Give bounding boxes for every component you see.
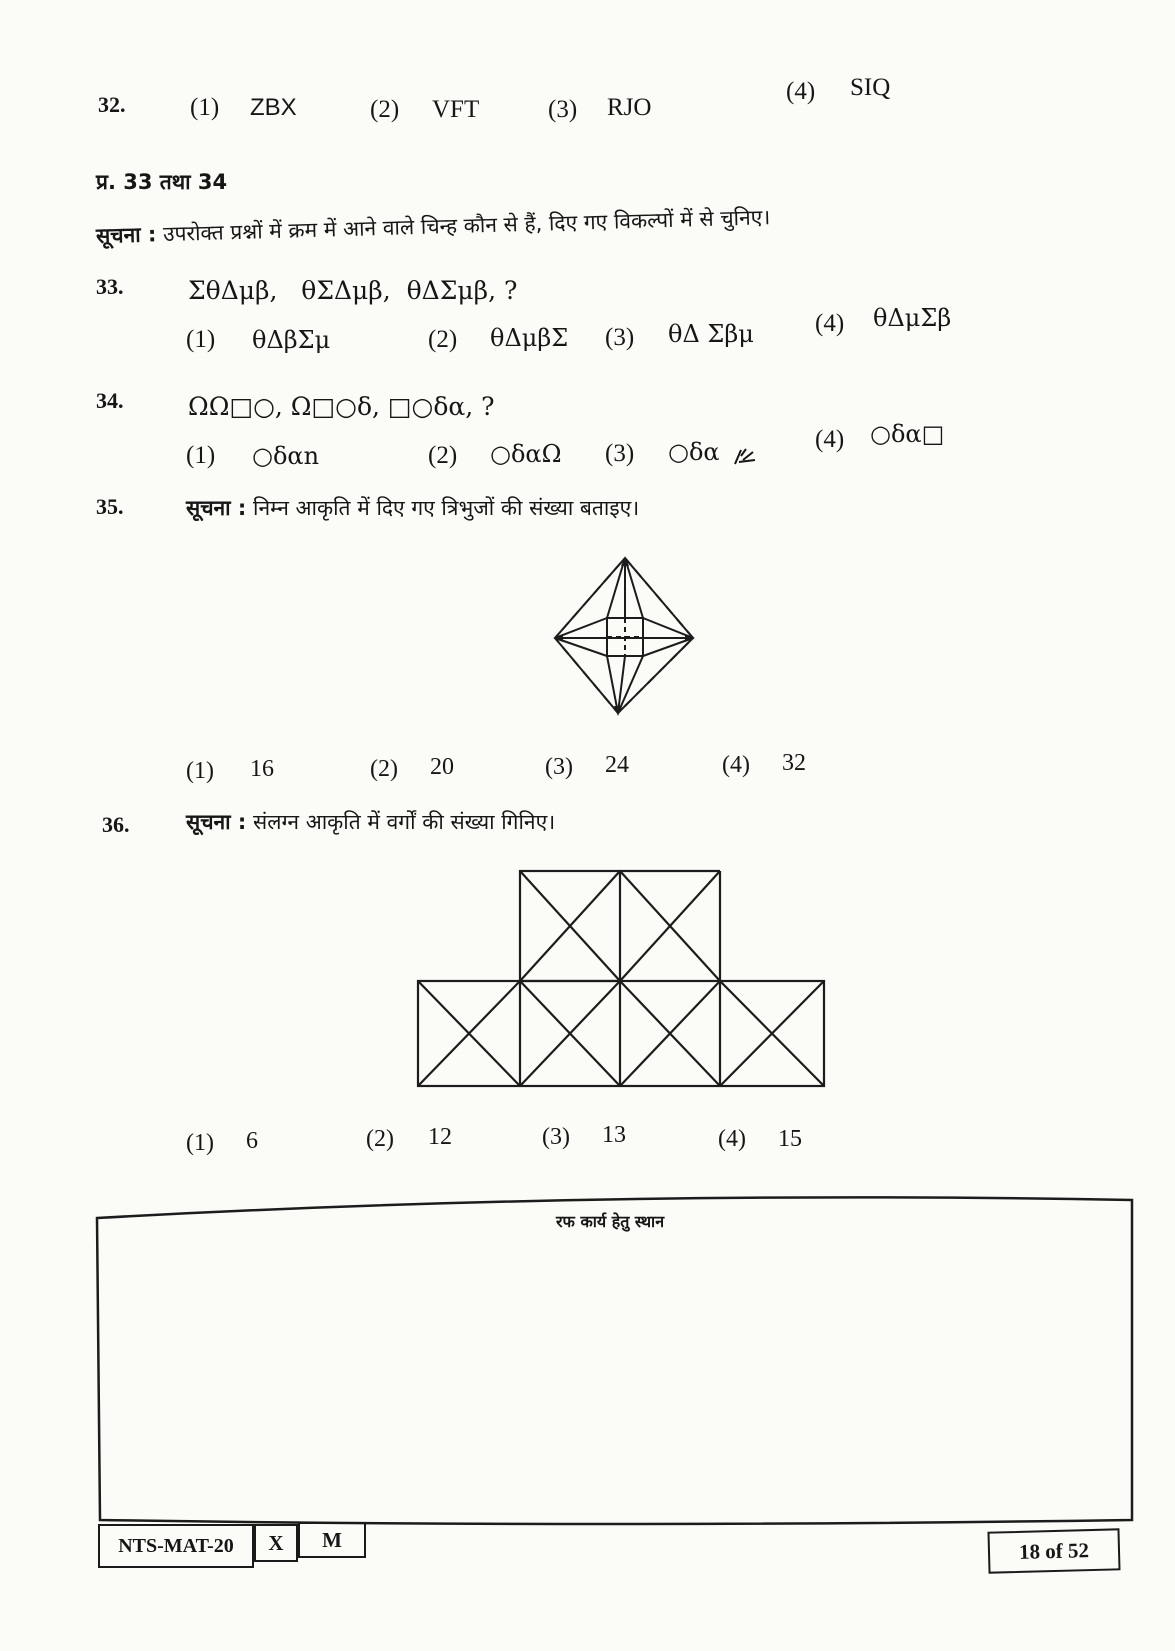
option-label: (2) <box>366 1126 394 1152</box>
question-number: 34. <box>96 388 124 413</box>
option-text: θΔμΣβ <box>873 304 952 332</box>
option-text: 16 <box>250 756 274 782</box>
option-text: ○δα <box>668 438 720 466</box>
option-label: (4) <box>786 78 816 105</box>
option-label: (2) <box>428 326 458 353</box>
option-text: θΔβΣμ <box>252 326 331 354</box>
sequence: ΣθΔμβ, θΣΔμβ, θΔΣμβ, ? <box>188 276 518 305</box>
option-text: VFT <box>432 96 480 123</box>
option-label: (1) <box>186 326 216 353</box>
option-text: ○δαn <box>252 442 320 470</box>
option-text: ZBX <box>250 94 297 121</box>
option-label: (1) <box>186 758 214 784</box>
option-label: (1) <box>186 442 216 469</box>
instruction-label: सूचना : <box>186 810 247 834</box>
option-label: (3) <box>605 440 635 467</box>
paper-code: NTS-MAT-20 <box>98 1524 254 1568</box>
option-text: ○δαΩ <box>490 440 562 468</box>
rough-work-title: रफ कार्य हेतु स्थान <box>556 1212 665 1231</box>
option-label: (3) <box>605 324 635 351</box>
instruction-text: उपरोक्त प्रश्नों में क्रम में आने वाले चिन्ह कौन से हैं, दिए गए विकल्पों में से चुनिए। <box>162 205 771 247</box>
instruction-label: सूचना : <box>186 496 247 520</box>
section-heading: प्र. 33 तथा 34 <box>96 170 228 194</box>
option-label: (2) <box>370 756 398 782</box>
option-text: RJO <box>607 94 652 121</box>
question-number: 32. <box>98 92 126 117</box>
option-text: 15 <box>778 1126 802 1152</box>
option-text: θΔμβΣ <box>490 324 569 352</box>
instruction-text: निम्न आकृति में दिए गए त्रिभुजों की संख्या बताइए। <box>253 496 640 520</box>
option-label: (2) <box>370 96 400 123</box>
question-number: 35. <box>96 494 124 519</box>
instruction-text: संलग्न आकृति में वर्गों की संख्या गिनिए। <box>253 810 556 834</box>
option-text: θΔ Σβμ <box>668 320 754 348</box>
question-number: 36. <box>102 812 130 837</box>
option-label: (3) <box>545 754 573 780</box>
option-label: (2) <box>428 442 458 469</box>
question-number: 33. <box>96 274 124 299</box>
option-text: 6 <box>246 1128 258 1154</box>
option-text: 13 <box>602 1122 626 1148</box>
option-label: (1) <box>190 94 220 121</box>
paper-medium: M <box>298 1522 366 1558</box>
instruction-label: सूचना : <box>95 222 157 248</box>
option-text: ○δα□ <box>870 420 945 448</box>
option-text: 24 <box>605 752 629 778</box>
option-text: 12 <box>428 1124 452 1150</box>
option-label: (4) <box>815 310 845 337</box>
option-label: (1) <box>186 1130 214 1156</box>
option-text: SIQ <box>850 74 891 101</box>
option-text: 32 <box>782 750 806 776</box>
option-text: 20 <box>430 754 454 780</box>
option-label: (3) <box>548 96 578 123</box>
paper-set: X <box>254 1524 298 1562</box>
option-label: (3) <box>542 1124 570 1150</box>
sequence: ΩΩ□○, Ω□○δ, □○δα, ? <box>188 392 495 421</box>
option-label: (4) <box>718 1126 746 1152</box>
page-number: 18 of 52 <box>987 1528 1120 1573</box>
option-label: (4) <box>722 752 750 778</box>
option-label: (4) <box>815 426 845 453</box>
